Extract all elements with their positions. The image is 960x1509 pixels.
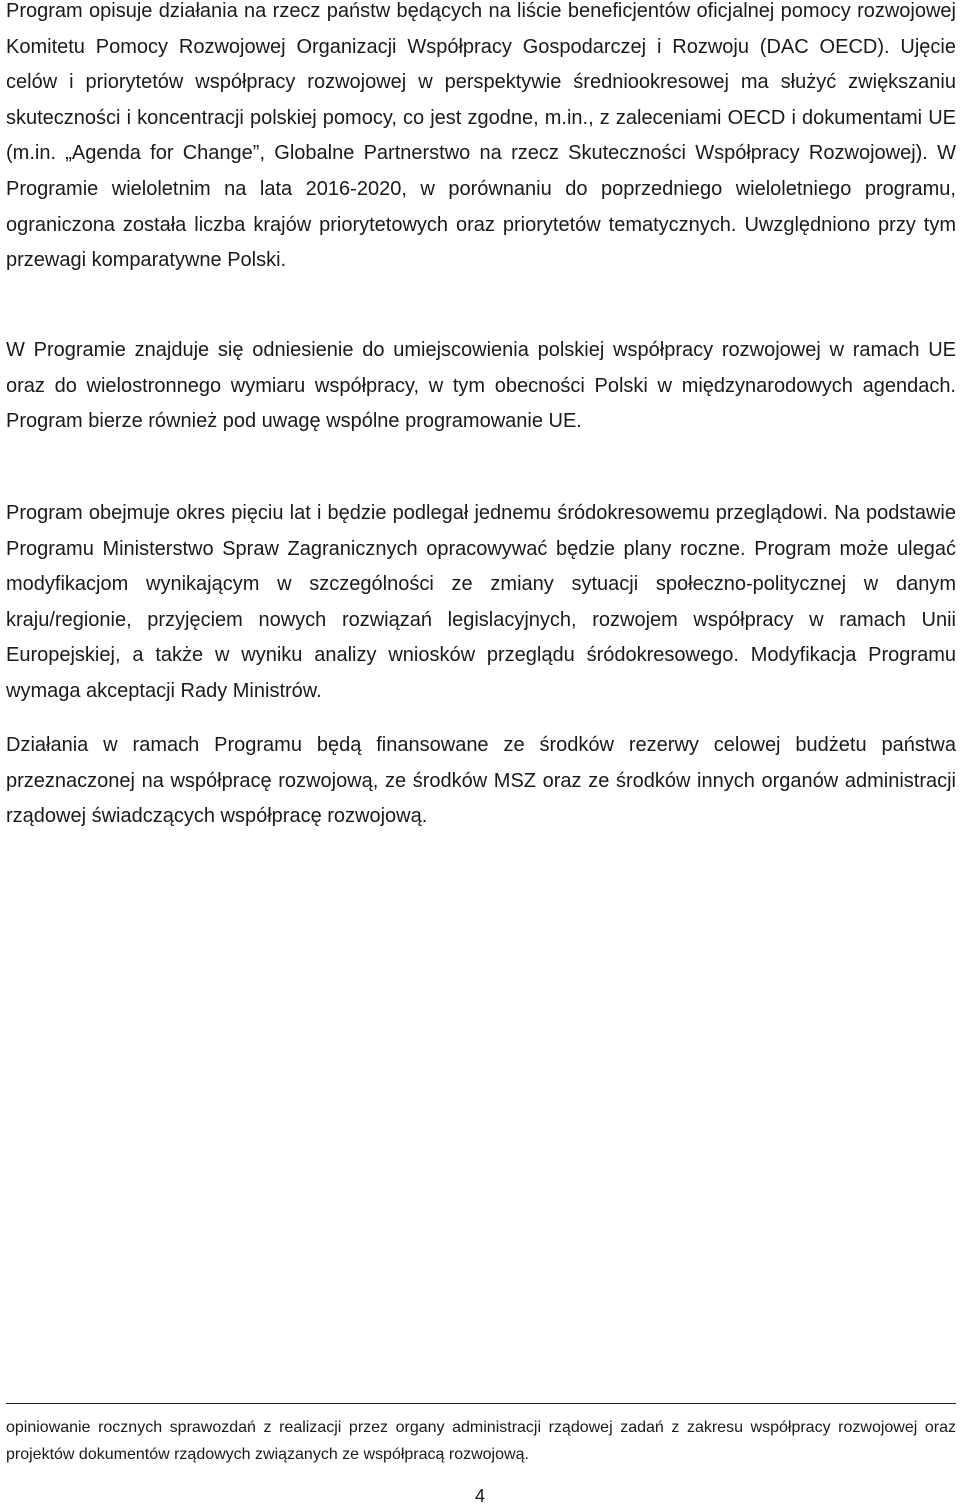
paragraph-program-overview: Program opisuje działania na rzecz państw będących na liście beneficjentów oficjalnej pomocy rozwojowej Komitetu Pomocy Rozwojowej Organizacji Współpracy Gospodarczej i Rozwoju (DAC OECD). Ujęcie celów i priorytetów współpracy rozwojowej w perspektywie średniookresowej ma służyć zwiększaniu skuteczności i koncentracji polskiej pomocy, co jest zgodne, m.in., z zaleceniami OECD i dokumentami UE (m.in. „Agenda for Change”, Globalne Partnerstwo na rzecz Skuteczności Współpracy Rozwojowej). W Programie wieloletnim na lata 2016-2020, w porównaniu do poprzedniego wieloletniego programu, ograniczona została liczba krajów priorytetowych oraz priorytetów tematycznych. Uwzględniono przy tym przewagi komparatywne Polski. — [6, 0, 956, 272]
paragraph-program-period: Program obejmuje okres pięciu lat i będzie podlegał jednemu śródokresowemu przeglądowi. Na podstawie Programu Ministerstwo Spraw Zagranicznych opracowywać będzie plany roczne. Program może ulegać modyfikacjom wynikającym w szczególności ze zmiany sytuacji społeczno-politycznej w danym kraju/regionie, przyjęciem nowych rozwiązań legislacyjnych, rozwojem współpracy w ramach Unii Europejskiej, a także w wyniku analizy wniosków przeglądu śródokresowego. Modyfikacja Programu wymaga akceptacji Rady Ministrów. — [6, 502, 956, 702]
footnote-text: opiniowanie rocznych sprawozdań z realizacji przez organy administracji rządowej zadań z zakresu współpracy rozwojowej oraz projektów dokumentów rządowych związanych ze współpracą rozwojową. — [6, 1419, 956, 1463]
page-number: 4 — [474, 1486, 485, 1506]
paragraph-financing: Działania w ramach Programu będą finansowane ze środków rezerwy celowej budżetu państwa przeznaczonej na współpracę rozwojową, ze środków MSZ oraz ze środków innych organów administracji rządowej świadczących współpracę rozwojową. — [6, 734, 956, 828]
paragraph-eu-context: W Programie znajduje się odniesienie do umiejscowienia polskiej współpracy rozwojowej w ramach UE oraz do wielostronnego wymiaru współpracy, w tym obecności Polski w międzynarodowych agendach. Program bierze również pod uwagę wspólne programowanie UE. — [6, 339, 956, 433]
footnote-divider — [6, 1403, 956, 1404]
